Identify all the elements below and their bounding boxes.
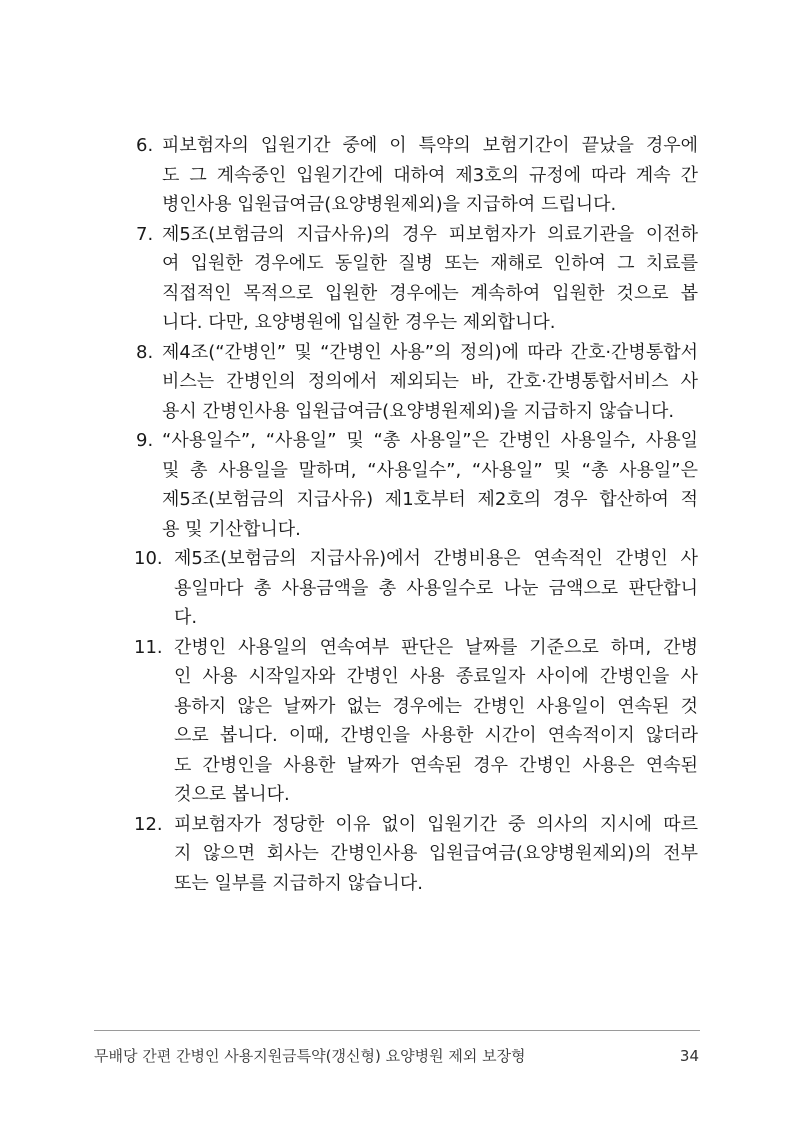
- text-line: 및 총 사용일을 말하며, “사용일수”, “사용일” 및 “총 사용일”은: [162, 459, 698, 481]
- text-line: 인 사용 시작일자와 간병인 사용 종료일자 사이에 간병인을 사: [174, 666, 698, 687]
- list-item-number: 12.: [134, 813, 163, 835]
- text-line: 비스는 간병인의 정의에서 제외되는 바, 간호·간병통합서비스 사: [162, 371, 698, 392]
- list-item: [0, 131, 793, 220]
- text-line: 용일마다 총 사용금액을 총 사용일수로 나눈 금액으로 판단합니: [174, 577, 698, 599]
- list-item: [0, 633, 793, 810]
- list-item-text: [162, 131, 698, 220]
- text-line: 병인사용 입원급여금(요양병원제외)을 지급하여 드립니다.: [162, 194, 617, 215]
- text-line: 또는 일부를 지급하지 않습니다.: [174, 872, 423, 894]
- list-item-text: [162, 338, 698, 427]
- list-item-text: [174, 633, 698, 810]
- text-line: 다.: [174, 607, 198, 628]
- text-line: 니다. 다만, 요양병원에 입실한 경우는 제외합니다.: [162, 312, 556, 333]
- footer-document-title: 무배당 간편 간병인 사용지원금특약(갱신형) 요양병원 제외 보장형: [94, 1047, 526, 1065]
- text-line: 도 그 계속중인 입원기간에 대하여 제3호의 규정에 따라 계속 간: [162, 164, 698, 186]
- list-item-text: [162, 220, 698, 338]
- list-item-number: 10.: [134, 548, 163, 569]
- text-line: 것으로 봅니다.: [174, 784, 290, 805]
- text-line: 용하지 않은 날짜가 없는 경우에는 간병인 사용일이 연속된 것: [174, 695, 698, 717]
- text-line: 도 간병인을 사용한 날짜가 연속된 경우 간병인 사용은 연속된: [174, 754, 698, 776]
- text-line: 제5조(보험금의 지급사유) 제1호부터 제2호의 경우 합산하여 적: [162, 489, 698, 510]
- text-line: 직접적인 목적으로 입원한 경우에는 계속하여 입원한 것으로 봅: [162, 282, 698, 304]
- text-line: 제5조(보험금의 지급사유)에서 간병비용은 연속적인 간병인 사: [174, 548, 698, 569]
- text-line: 제5조(보험금의 지급사유)의 경우 피보험자가 의료기관을 이전하: [162, 223, 698, 245]
- text-line: 간병인 사용일의 연속여부 판단은 날짜를 기준으로 하며, 간병: [174, 636, 698, 658]
- text-line: 용 및 기산합니다.: [162, 518, 301, 540]
- document-body: [0, 131, 793, 898]
- page-number: 34: [679, 1047, 699, 1065]
- text-line: 지 않으면 회사는 간병인사용 입원급여금(요양병원제외)의 전부: [174, 843, 698, 864]
- list-item-text: [174, 810, 698, 899]
- list-item: [0, 426, 793, 544]
- list-item: [0, 810, 793, 899]
- text-line: “사용일수”, “사용일” 및 “총 사용일”은 간병인 사용일수, 사용일: [162, 430, 698, 451]
- list-item-number: 7.: [136, 223, 154, 245]
- list-item-number: 6.: [136, 135, 154, 156]
- list-item: [0, 544, 793, 633]
- list-item-number: 11.: [134, 636, 163, 658]
- list-item-number: 8.: [136, 341, 154, 363]
- text-line: 여 입원한 경우에도 동일한 질병 또는 재해로 인하여 그 치료를: [162, 253, 698, 274]
- text-line: 피보험자의 입원기간 중에 이 특약의 보험기간이 끝났을 경우에: [162, 135, 698, 156]
- text-line: 으로 봅니다. 이때, 간병인을 사용한 시간이 연속적이지 않더라: [174, 725, 698, 746]
- list-item: [0, 338, 793, 427]
- text-line: 피보험자가 정당한 이유 없이 입원기간 중 의사의 지시에 따르: [174, 813, 698, 835]
- text-line: 제4조(“간병인” 및 “간병인 사용”의 정의)에 따라 간호·간병통합서: [162, 341, 698, 363]
- list-item: [0, 220, 793, 338]
- list-item-number: 9.: [136, 430, 154, 451]
- footer-divider: [94, 1030, 700, 1031]
- list-item-text: [174, 544, 698, 633]
- list-item-text: [162, 426, 698, 544]
- text-line: 용시 간병인사용 입원급여금(요양병원제외)을 지급하지 않습니다.: [162, 400, 675, 422]
